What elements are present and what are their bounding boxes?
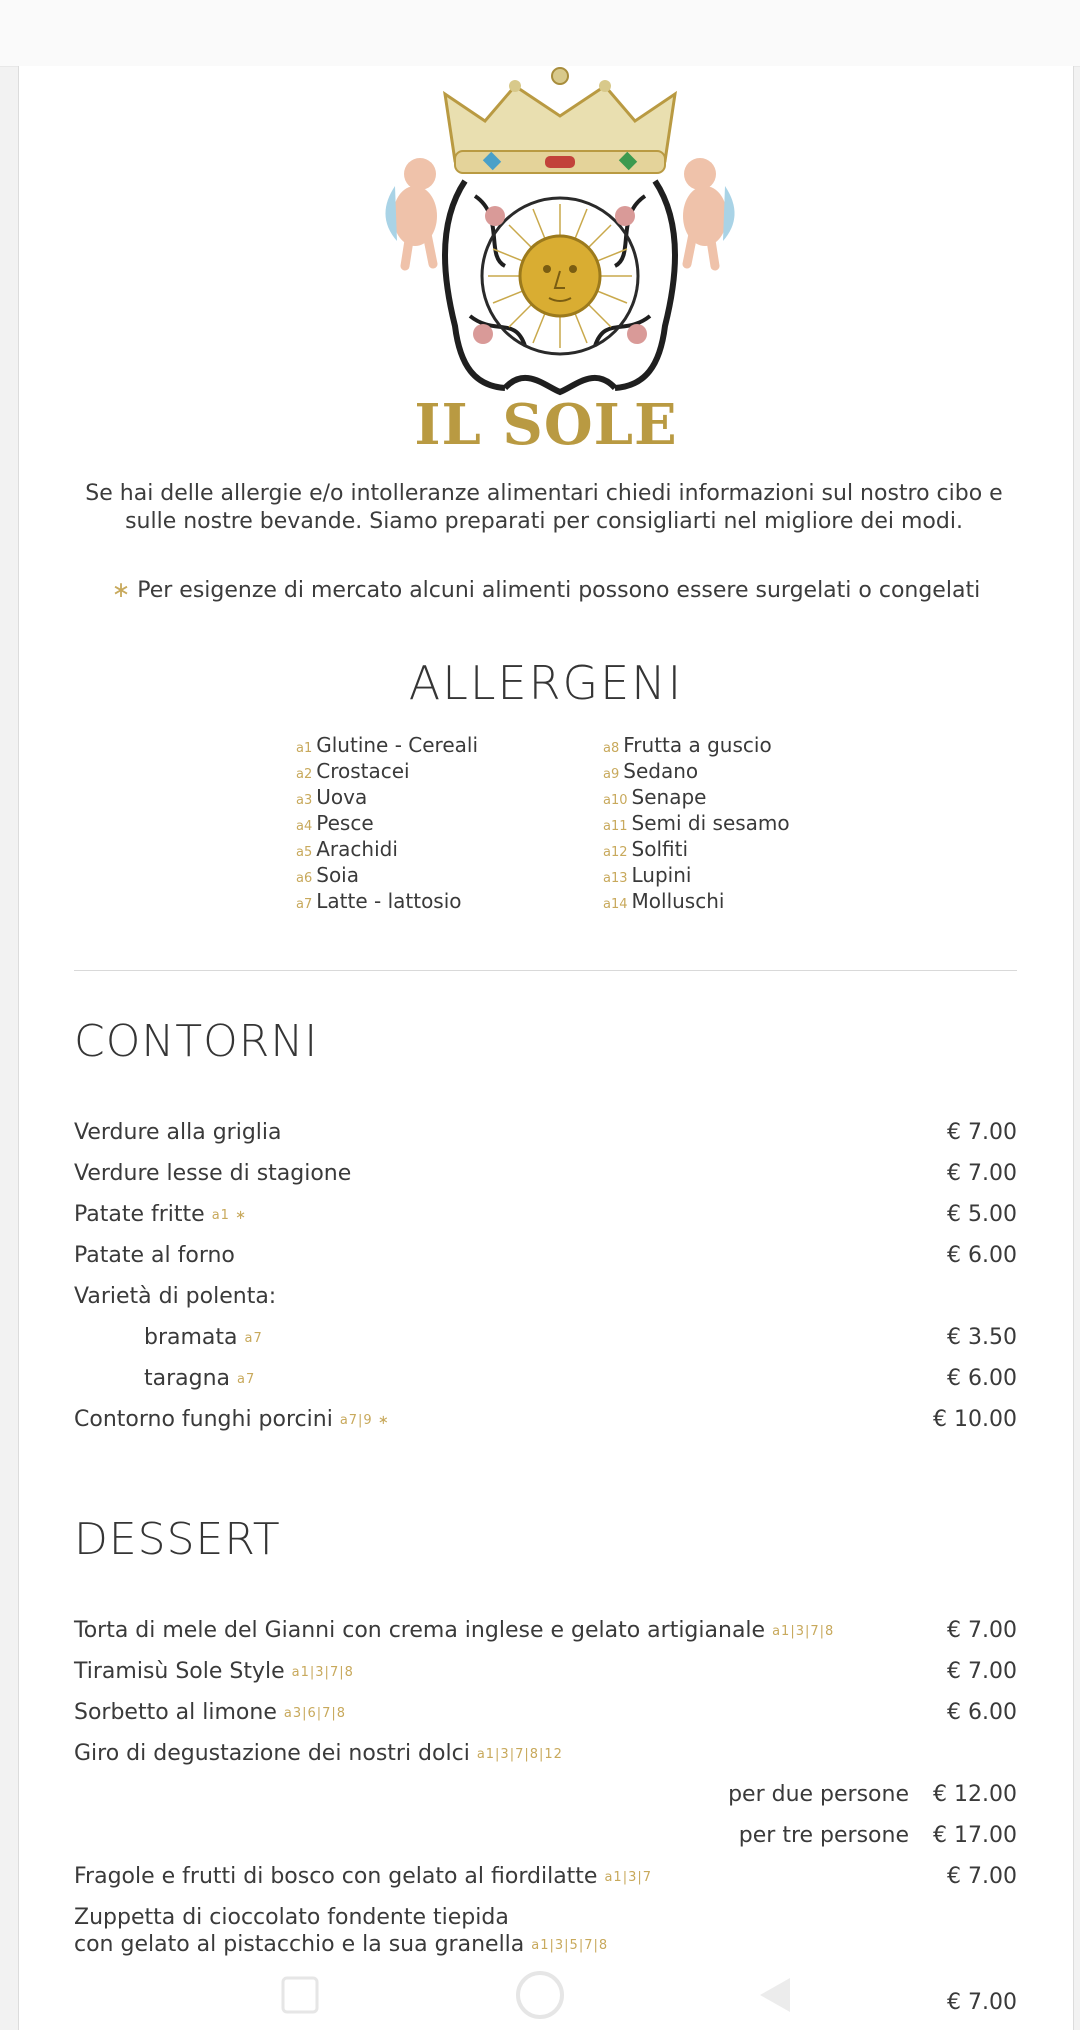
allergen-item: a1 Glutine - Cereali: [296, 733, 479, 757]
item-price: € 7.00: [947, 1864, 1017, 1889]
allergeni-title: ALLERGENI: [408, 656, 684, 710]
item-price: € 6.00: [947, 1700, 1017, 1725]
menu-row: Sorbetto al limone a3|6|7|8 € 6.00: [74, 1698, 1017, 1728]
menu-row: [74, 1821, 1017, 1851]
menu-row: Tiramisù Sole Style a1|3|7|8 € 7.00: [74, 1657, 1017, 1687]
menu-row: Giro di degustazione dei nostri dolci a1|3|7|8|12: [74, 1741, 563, 1766]
allergen-codes: a7: [244, 1331, 263, 1346]
allergen-item: a5 Arachidi: [296, 837, 398, 861]
allergen-item: a3 Uova: [296, 785, 368, 809]
item-price: € 6.00: [947, 1243, 1017, 1268]
allergen-codes: a1|3|7|8|12: [476, 1747, 563, 1762]
browser-top-bar: [0, 0, 1080, 67]
brand-title: IL SOLE: [414, 392, 678, 458]
menu-row: Varietà di polenta:: [74, 1284, 277, 1309]
allergen-codes: a7|9 ∗: [339, 1413, 390, 1428]
item-price: € 7.00: [947, 1990, 1017, 2015]
allergen-item: a10 Senape: [603, 785, 707, 809]
allergen-codes: a7: [237, 1372, 256, 1387]
home-button[interactable]: [518, 1973, 562, 2017]
allergen-item: a6 Soia: [296, 863, 359, 887]
frozen-note: [19, 578, 1073, 603]
allergeni-list-left: [296, 732, 478, 914]
item-price: € 10.00: [933, 1407, 1017, 1432]
allergen-codes: a1|3|7|8: [772, 1624, 835, 1639]
allergy-note: Se hai delle allergie e/o intolleranze alimentari chiedi informazioni sul nostro cibo e sulle nostre bevande. Siamo preparati per consigliarti nel migliore dei modi.: [85, 481, 1003, 534]
frozen-mark: ∗: [111, 578, 131, 603]
menu-row: Verdure alla griglia € 7.00: [74, 1118, 1017, 1148]
menu-row: Contorno funghi porcini a7|9 ∗ € 10.00: [74, 1405, 1017, 1435]
menu-row: Zuppetta di cioccolato fondente tiepida: [74, 1905, 509, 1930]
portion-label: per due persone: [728, 1782, 909, 1807]
menu-page: [18, 66, 1074, 2030]
item-price: € 3.50: [947, 1325, 1017, 1350]
allergen-item: a11 Semi di sesamo: [603, 811, 790, 835]
item-price: € 7.00: [947, 1659, 1017, 1684]
allergen-item: a2 Crostacei: [296, 759, 410, 783]
section-divider: [74, 970, 1017, 971]
allergen-item: a13 Lupini: [603, 863, 692, 887]
item-price: € 7.00: [947, 1618, 1017, 1643]
menu-row: bramata a7 € 3.50: [144, 1323, 1017, 1353]
menu-row: Patate fritte a1 ∗ € 5.00: [74, 1200, 1017, 1230]
dessert-title: DESSERT: [74, 1514, 281, 1565]
item-price: € 12.00: [933, 1782, 1017, 1807]
menu-row: Verdure lesse di stagione € 7.00: [74, 1159, 1017, 1189]
allergeni-list-right: [603, 732, 790, 914]
menu-row: [74, 1780, 1017, 1810]
menu-row: Patate al forno € 6.00: [74, 1241, 1017, 1271]
portion-label: per tre persone: [738, 1823, 909, 1848]
allergen-item: a14 Molluschi: [603, 889, 725, 913]
back-button[interactable]: [760, 1978, 790, 2012]
allergen-codes: a3|6|7|8: [283, 1706, 347, 1721]
menu-row: Fragole e frutti di bosco con gelato al fiordilatte a1|3|7 € 7.00: [74, 1862, 1017, 1892]
allergen-item: a12 Solfiti: [603, 837, 688, 861]
allergen-item: a7 Latte - lattosio: [296, 889, 462, 913]
allergen-item: a8 Frutta a guscio: [603, 733, 772, 757]
allergen-codes: a1|3|7: [604, 1870, 653, 1885]
menu-row: con gelato al pistacchio e la sua granella a1|3|5|7|8: [74, 1932, 609, 1957]
contorni-title: CONTORNI: [74, 1016, 319, 1067]
item-price: € 5.00: [947, 1202, 1017, 1227]
allergen-item: a9 Sedano: [603, 759, 699, 783]
menu-row: taragna a7 € 6.00: [144, 1364, 1017, 1394]
frozen-note-text: Per esigenze di mercato alcuni alimenti possono essere surgelati o congelati: [137, 578, 981, 603]
allergen-item: a4 Pesce: [296, 811, 374, 835]
item-price: € 7.00: [947, 1161, 1017, 1186]
system-nav-bar: [0, 1970, 1080, 2030]
recents-button[interactable]: [283, 1978, 317, 2012]
item-price: € 6.00: [947, 1366, 1017, 1391]
item-price: € 17.00: [933, 1823, 1017, 1848]
item-price: € 7.00: [947, 1120, 1017, 1145]
allergen-codes: a1|3|5|7|8: [531, 1938, 609, 1953]
menu-row: Torta di mele del Gianni con crema inglese e gelato artigianale a1|3|7|8 € 7.00: [74, 1616, 1017, 1646]
allergen-codes: a1 ∗: [211, 1208, 247, 1223]
allergen-codes: a1|3|7|8: [291, 1665, 354, 1680]
